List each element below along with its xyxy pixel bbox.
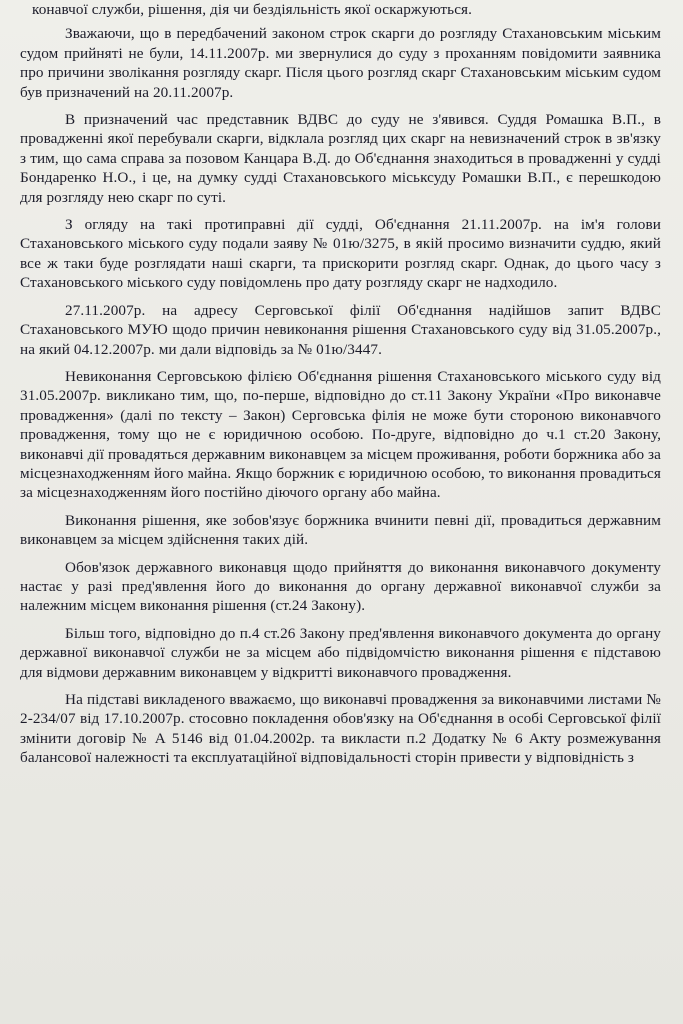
paragraph-2: В призначений час представник ВДВС до суду не з'явився. Суддя Ромашка В.П., в провадженні якої перебували скарги, відклала розгляд цих скарг на невизначений строк в зв'язку з тим, що сама справа за позовом Канцара В.Д. до Об'єднання знаходиться в провадженні у судді Бондаренко Н.О., і це, на думку судді Стахановського міськсуду Ромашки В.П., є перешкодою для розгляду нею скарг по суті. xyxy=(20,111,661,206)
paragraph-6: Виконання рішення, яке зобов'язує боржника вчинити певні дії, провадиться державним виконавцем за місцем здійснення таких дій. xyxy=(20,511,661,549)
paragraph-5: Невиконання Серговською філією Об'єднання рішення Стахановського міського суду від 31.05.2007р. викликано тим, що, по-перше, відповідно до ст.11 Закону України «Про виконавче провадження» (далі по тексту – Закон) Серговська філія не може бути стороною виконавчого провадження, тому що не є юридичною особою. По-друге, відповідно до ч.1 ст.20 Закону, виконавчі дії провадяться державним виконавцем за місцем проживання, роботи боржника або за місцезнаходженням його майна. Якщо боржник є юридичною особою, то виконання провадиться за місцезнаходженням його постійно діючого органу або майна. xyxy=(20,367,661,502)
paragraph-4: 27.11.2007р. на адресу Серговської філії Об'єднання надійшов запит ВДВС Стахановського МУЮ щодо причин невиконання рішення Стахановського суду від 31.05.2007р., на який 04.12.2007р. ми дали відповідь за № 01ю/3447. xyxy=(20,301,661,358)
paragraph-8: Більш того, відповідно до п.4 ст.26 Закону пред'явлення виконавчого документа до органу державної виконавчої служби не за місцем або підвідомчістю виконання рішення є підставою для відмови державним виконавцем у відкритті виконавчого провадження. xyxy=(20,624,661,681)
paragraph-0: конавчої служби, рішення, дія чи бездіяльність якої оскаржуються. xyxy=(32,1,473,18)
paragraph-7: Обов'язок державного виконавця щодо прийняття до виконання виконавчого документу настає у разі пред'явлення його до виконання до органу державної виконавчої служби за належним місцем виконання рішення (ст.24 Закону). xyxy=(20,558,661,615)
paragraph-1: Зважаючи, що в передбачений законом строк скарги до розгляду Стахановським міським судом прийняті не були, 14.11.2007р. ми звернулися до суду з проханням повідомити заявника про причини зволікання розгляду скарг. Після цього розгляд скарг Стахановським міським судом був призначений на 20.11.2007р. xyxy=(20,25,661,101)
paragraph-3: З огляду на такі протиправні дії судді, Об'єднання 21.11.2007р. на ім'я голови Стахановського міського суду подали заяву № 01ю/3275, в якій просимо визначити суддю, який все ж таки буде розглядати наші скарги, та прискорити розгляд скарг. Однак, до цього часу з Стахановського міського суду повідомлень про дату розгляду скарг не надходило. xyxy=(20,216,661,292)
paragraph-9: На підставі викладеного вважаємо, що виконавчі провадження за виконавчими листами № 2-234/07 від 17.10.2007р. стосовно покладення обов'язку на Об'єднання в особі Серговської філії змінити договір № А 5146 від 01.04.2002р. та викласти п.2 Додатку № 6 Акту розмежування балансової належності та експлуатаційної відповідальності сторін привести у відповідність з xyxy=(20,691,661,767)
